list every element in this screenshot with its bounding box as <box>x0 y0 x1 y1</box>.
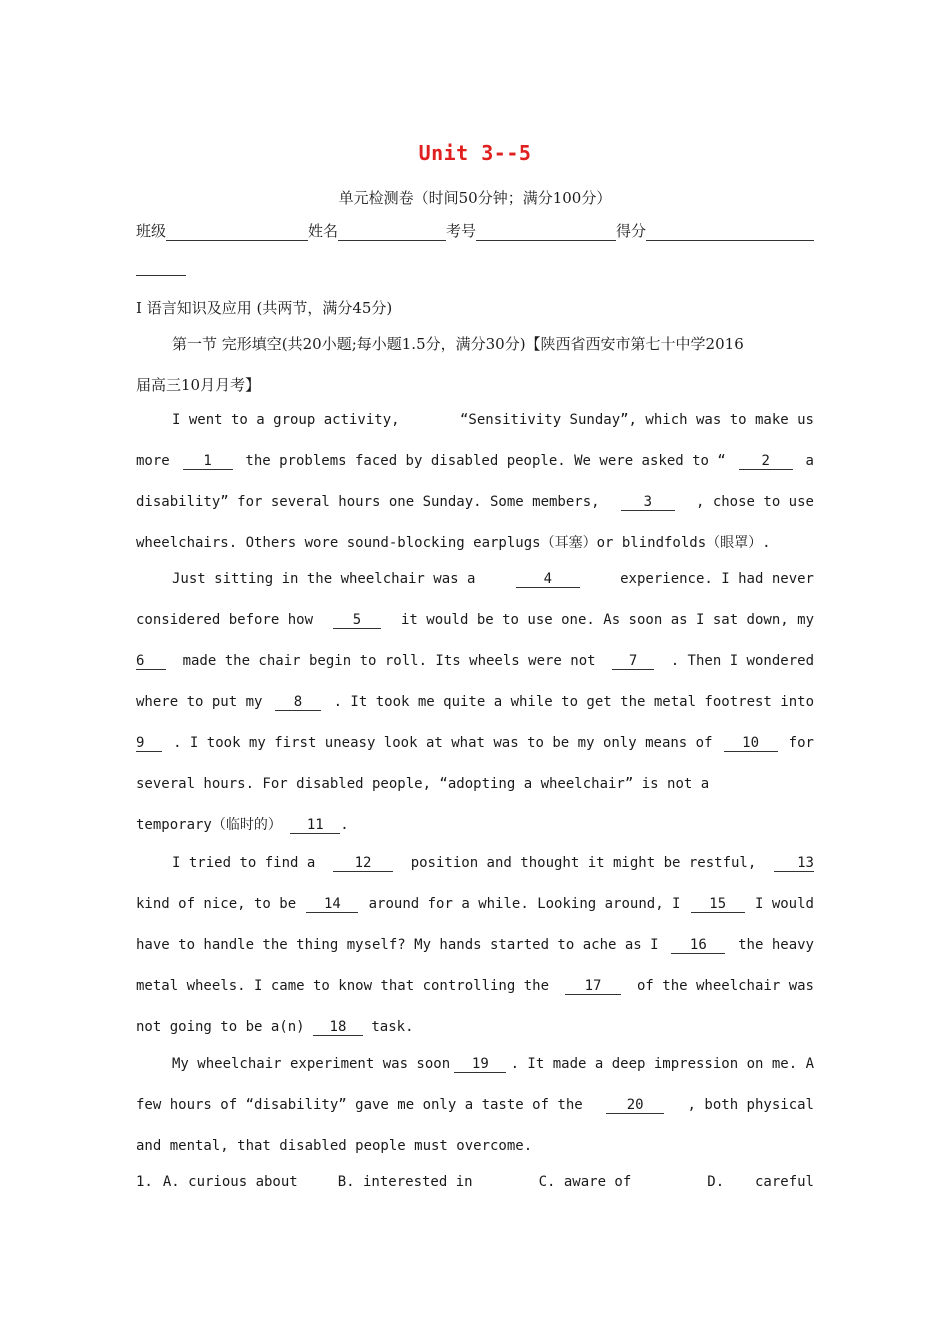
blank-8[interactable]: 8 <box>275 694 321 711</box>
page-title: Unit 3--5 <box>418 141 532 165</box>
student-info-line <box>136 219 814 241</box>
name-label: 姓名 <box>308 222 339 240</box>
text-line: several hours. For disabled people, “adopting a wheelchair” is not a <box>136 776 710 792</box>
part-heading: I 语言知识及应用 (共两节，满分45分) <box>136 299 393 317</box>
section-heading: 第一节 完形填空(共20小题;每小题1.5分，满分30分)【陕西省西安市第七十中学2016 <box>172 335 744 353</box>
blank-15[interactable]: 15 <box>691 896 745 913</box>
name-field[interactable] <box>338 222 446 241</box>
text-line: have to handle the thing myself? My hands started to ache as I 16 the heavy <box>136 936 814 953</box>
exam-number-label: 考号 <box>446 222 477 240</box>
blank-4[interactable]: 4 <box>516 571 580 588</box>
score-label: 得分 <box>616 222 647 240</box>
section-heading-cont: 届高三10月月考】 <box>136 376 261 394</box>
option-b[interactable]: B. interested in <box>337 1174 473 1190</box>
blank-10[interactable]: 10 <box>724 735 778 752</box>
question-number: 1. <box>136 1174 153 1190</box>
blank-5[interactable]: 5 <box>333 612 381 629</box>
class-label: 班级 <box>136 222 167 240</box>
blank-9[interactable]: 9 <box>136 735 162 752</box>
text-line: where to put my 8 . It took me quite a while to get the metal footrest into <box>136 693 814 710</box>
text-line: disability” for several hours one Sunday. Some members, 3 , chose to use <box>136 493 814 510</box>
text-line: kind of nice, to be 14 around for a while. Looking around, I 15 I would <box>136 895 814 912</box>
text-line: wheelchairs. Others wore sound-blocking earplugs（耳塞）or blindfolds（眼罩）. <box>136 535 771 551</box>
score-field-continuation <box>136 275 186 276</box>
blank-18[interactable]: 18 <box>313 1019 363 1036</box>
blank-11[interactable]: 11 <box>290 817 340 834</box>
text-line: and mental, that disabled people must overcome. <box>136 1138 533 1154</box>
option-a[interactable]: A. curious about <box>162 1174 298 1190</box>
blank-20[interactable]: 20 <box>606 1097 664 1114</box>
blank-2[interactable]: 2 <box>739 453 793 470</box>
option-c[interactable]: C. aware of <box>538 1174 632 1190</box>
text-line: metal wheels. I came to know that controlling the 17 of the wheelchair was <box>136 977 814 994</box>
class-field[interactable] <box>166 222 308 241</box>
blank-6[interactable]: 6 <box>136 653 166 670</box>
blank-12[interactable]: 12 <box>333 855 393 872</box>
blank-16[interactable]: 16 <box>671 937 725 954</box>
blank-14[interactable]: 14 <box>306 896 358 913</box>
text-line: 9 . I took my first uneasy look at what was to be my only means of 10 for <box>136 734 814 751</box>
option-d[interactable]: D. <box>707 1174 725 1190</box>
text-line: not going to be a(n) 18 task. <box>136 1018 414 1035</box>
text-line: Just sitting in the wheelchair was a 4 experience. I had never <box>172 570 814 587</box>
question-1 <box>136 1171 814 1193</box>
blank-3[interactable]: 3 <box>621 494 675 511</box>
blank-13[interactable]: 13 <box>774 855 814 872</box>
text-line: temporary（临时的） 11 . <box>136 816 349 833</box>
exam-subtitle: 单元检测卷（时间50分钟；满分100分） <box>338 189 612 207</box>
blank-7[interactable]: 7 <box>612 653 654 670</box>
text-line: I went to a group activity, “Sensitivity Sunday”, which was to make us <box>172 412 814 428</box>
text-line: My wheelchair experiment was soon 19 . It made a deep impression on me. A <box>172 1055 814 1072</box>
text-line: 6 made the chair begin to roll. Its wheels were not 7 . Then I wondered <box>136 652 814 669</box>
text-line: more 1 the problems faced by disabled people. We were asked to “ 2 a <box>136 452 814 469</box>
text-line: I tried to find a 12 position and thought it might be restful, 13 <box>172 854 814 871</box>
option-d-text[interactable]: careful <box>754 1174 814 1190</box>
score-field[interactable] <box>646 222 814 241</box>
text-line: few hours of “disability” gave me only a taste of the 20 , both physical <box>136 1096 814 1113</box>
exam-number-field[interactable] <box>476 222 616 241</box>
text-line: considered before how 5 it would be to use one. As soon as I sat down, my <box>136 611 814 628</box>
blank-19[interactable]: 19 <box>454 1056 506 1073</box>
blank-17[interactable]: 17 <box>565 978 621 995</box>
blank-1[interactable]: 1 <box>183 453 233 470</box>
